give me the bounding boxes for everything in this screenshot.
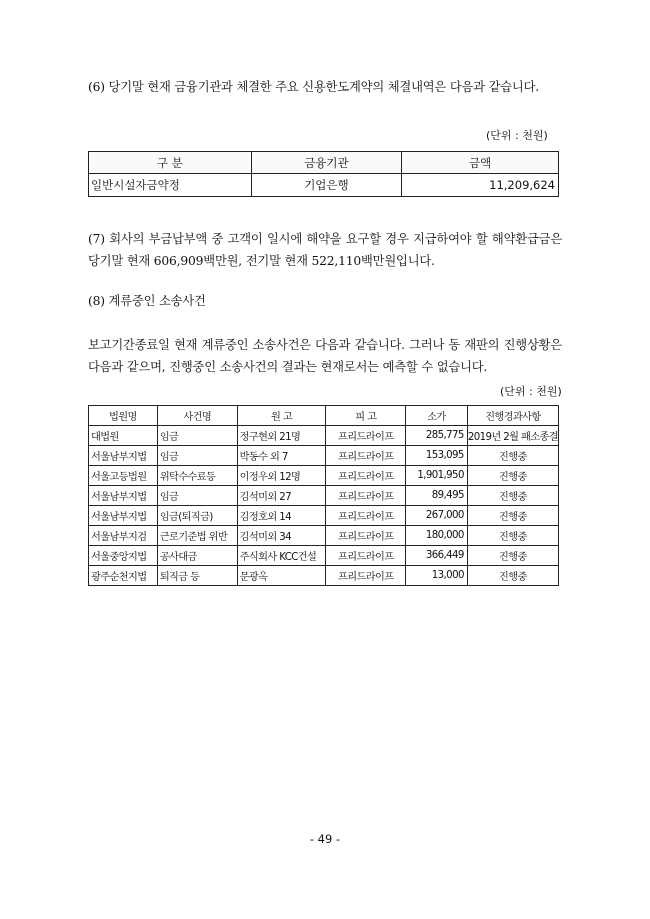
section8-unit: (단위 : 천원) [500, 385, 562, 398]
cell-plaintiff: 이정우외 12명 [237, 466, 326, 486]
cell-claim: 89,495 [406, 486, 468, 506]
cell-claim: 285,775 [406, 426, 468, 446]
cell-status: 진행중 [467, 526, 558, 546]
cell-claim: 1,901,950 [406, 466, 468, 486]
table-header-row [89, 152, 559, 174]
section6-unit: (단위 : 천원) [486, 129, 548, 142]
header-court: 법원명 [89, 406, 158, 426]
header-plaintiff: 원 고 [237, 406, 326, 426]
credit-line-table [88, 151, 559, 197]
cell-case: 임금 [157, 446, 237, 466]
page-number: - 49 - [309, 832, 341, 846]
cell-court: 서울남부지법 [89, 446, 158, 466]
table-row [89, 546, 559, 566]
cell-case: 임금 [157, 426, 237, 446]
cell-status: 진행중 [467, 486, 558, 506]
header-status: 진행경과사항 [467, 406, 558, 426]
cell-status: 진행중 [467, 546, 558, 566]
table-row [89, 506, 559, 526]
cell-institution: 기업은행 [251, 174, 402, 197]
cell-plaintiff: 김정호외 14 [237, 506, 326, 526]
table-row [89, 466, 559, 486]
cell-case: 근로기준법 위반 [157, 526, 237, 546]
cell-defendant: 프리드라이프 [326, 566, 406, 586]
cell-category: 일반시설자금약정 [89, 174, 252, 197]
section6-text: (6) 당기말 현재 금융기관과 체결한 주요 신용한도계약의 체결내역은 다음과 같습니다. [88, 80, 539, 94]
table-row [89, 426, 559, 446]
table-header-row [89, 406, 559, 426]
cell-claim: 13,000 [406, 566, 468, 586]
cell-court: 서울남부지법 [89, 486, 158, 506]
cell-defendant: 프리드라이프 [326, 546, 406, 566]
cell-status: 진행중 [467, 446, 558, 466]
header-case: 사건명 [157, 406, 237, 426]
table-row [89, 486, 559, 506]
cell-court: 서울남부지법 [89, 506, 158, 526]
table-row [89, 566, 559, 586]
cell-defendant: 프리드라이프 [326, 506, 406, 526]
lawsuit-table [88, 405, 559, 586]
section7-text: (7) 회사의 부금납부액 중 고객이 일시에 해약을 요구할 경우 지급하여야 할 해약환급금은 당기말 현재 606,909백만원, 전기말 현재 522,110백만원입니다. [88, 232, 562, 268]
cell-court: 대법원 [89, 426, 158, 446]
cell-plaintiff: 정구현외 21명 [237, 426, 326, 446]
cell-status: 진행중 [467, 566, 558, 586]
table-row [89, 526, 559, 546]
cell-claim: 153,095 [406, 446, 468, 466]
header-category: 구 분 [89, 152, 252, 174]
cell-defendant: 프리드라이프 [326, 486, 406, 506]
cell-court: 서울고등법원 [89, 466, 158, 486]
cell-case: 공사대금 [157, 546, 237, 566]
cell-defendant: 프리드라이프 [326, 446, 406, 466]
cell-claim: 267,000 [406, 506, 468, 526]
cell-claim: 180,000 [406, 526, 468, 546]
cell-case: 퇴직금 등 [157, 566, 237, 586]
cell-case: 위탁수수료등 [157, 466, 237, 486]
cell-court: 서울중앙지법 [89, 546, 158, 566]
cell-status: 진행중 [467, 466, 558, 486]
header-amount: 금액 [402, 152, 559, 174]
cell-plaintiff: 주식회사 KCC건설 [237, 546, 326, 566]
section8-text: 보고기간종료일 현재 계류중인 소송사건은 다음과 같습니다. 그러나 동 재판의 진행상황은 다음과 같으며, 진행중인 소송사건의 결과는 현재로서는 예측할 수 없습니다. [88, 338, 562, 374]
cell-case: 임금(퇴직금) [157, 506, 237, 526]
header-claim: 소가 [406, 406, 468, 426]
section8-heading: (8) 계류중인 소송사건 [88, 294, 206, 308]
cell-plaintiff: 김석미외 34 [237, 526, 326, 546]
table-row [89, 174, 559, 197]
header-institution: 금융기관 [251, 152, 402, 174]
cell-court: 서울남부지검 [89, 526, 158, 546]
cell-plaintiff: 문광옥 [237, 566, 326, 586]
cell-amount: 11,209,624 [402, 174, 559, 197]
header-defendant: 피 고 [326, 406, 406, 426]
cell-case: 임금 [157, 486, 237, 506]
table-row [89, 446, 559, 466]
cell-defendant: 프리드라이프 [326, 466, 406, 486]
cell-status: 진행중 [467, 506, 558, 526]
cell-plaintiff: 김석미외 27 [237, 486, 326, 506]
cell-plaintiff: 박동수 외 7 [237, 446, 326, 466]
cell-defendant: 프리드라이프 [326, 526, 406, 546]
cell-status: 2019년 2월 패소종결 [467, 426, 558, 446]
cell-defendant: 프리드라이프 [326, 426, 406, 446]
cell-court: 광주순천지법 [89, 566, 158, 586]
cell-claim: 366,449 [406, 546, 468, 566]
